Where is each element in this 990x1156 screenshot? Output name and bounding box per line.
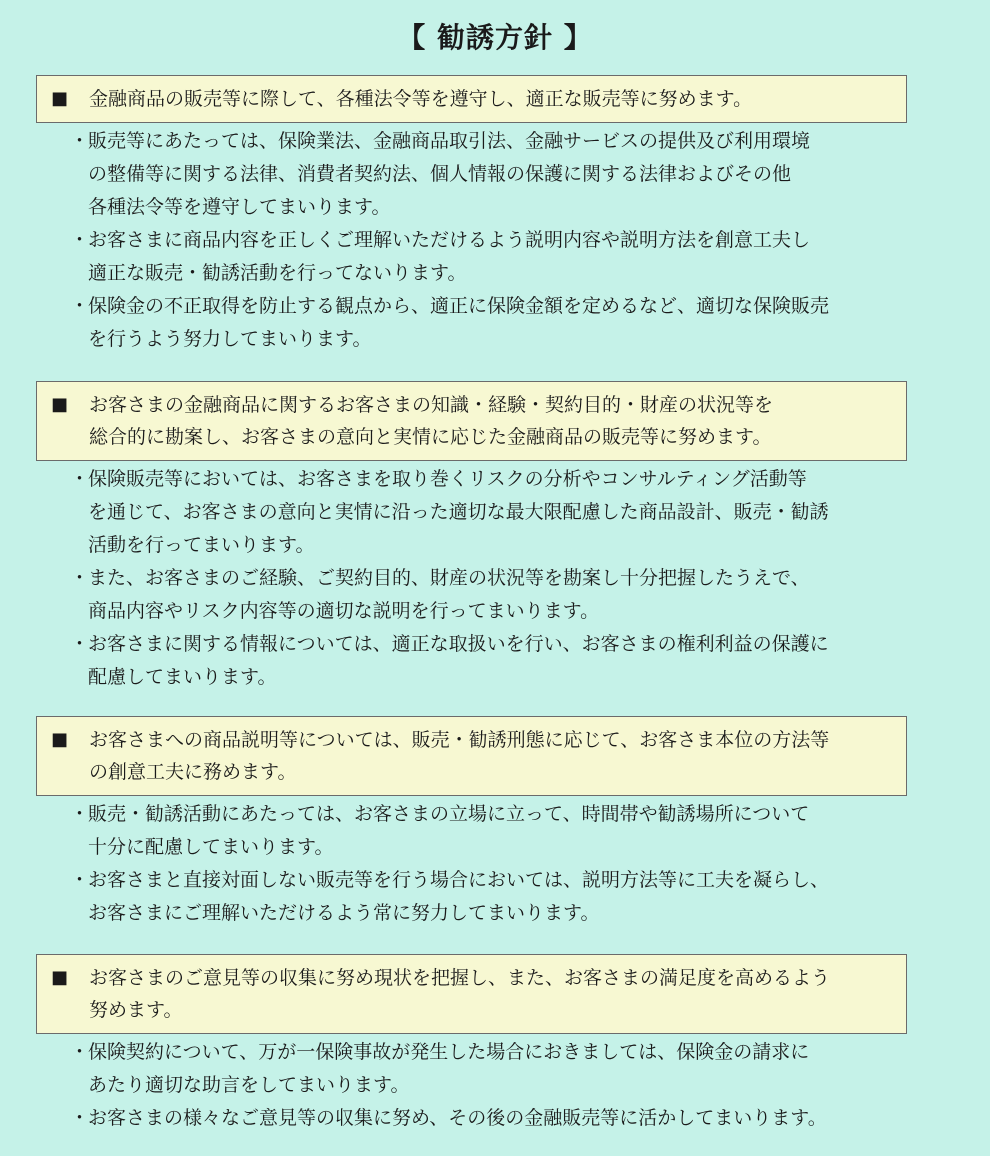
bullet-icon: ・ <box>70 633 90 655</box>
section-heading: お客さまへの商品説明等については、販売・勧誘刑態に応じて、お客さま本位の方法等 の創意工夫に務めます。 <box>89 729 830 783</box>
list-item <box>70 628 907 694</box>
list-item <box>70 1102 907 1135</box>
section-items <box>36 123 907 356</box>
list-item <box>70 125 907 224</box>
bullet-icon: ・ <box>70 803 90 825</box>
bullet-icon: ・ <box>70 1107 90 1129</box>
page-title: 【 勧誘方針 】 <box>397 21 593 54</box>
bullet-icon: ・ <box>70 1041 90 1063</box>
square-bullet-icon: ■ <box>51 967 69 988</box>
bullet-icon: ・ <box>70 468 90 490</box>
policy-section-1 <box>36 75 907 356</box>
section-header <box>36 716 907 796</box>
list-item <box>70 290 907 356</box>
section-header <box>36 381 907 461</box>
list-item <box>70 463 907 562</box>
section-heading: お客さまの金融商品に関するお客さまの知識・経験・契約目的・財産の状況等を 総合的に勘案し、お客さまの意向と実情に応じた金融商品の販売等に努めます。 <box>89 394 774 448</box>
section-items <box>36 1034 907 1135</box>
list-item-text: また、お客さまのご経験、ご契約目的、財産の状況等を勘案し十分把握したうえで、 商品内容やリスク内容等の適切な説明を行ってまいります。 <box>88 567 810 622</box>
list-item-text: お客さまに関する情報については、適正な取扱いを行い、お客さまの権利利益の保護に 配慮してまいります。 <box>88 633 829 688</box>
list-item-text: お客さまと直接対面しない販売等を行う場合においては、説明方法等に工夫を凝らし、 お客さまにご理解いただけるよう常に努力してまいります。 <box>88 869 830 924</box>
bullet-icon: ・ <box>70 130 90 152</box>
list-item <box>70 562 907 628</box>
list-item <box>70 224 907 290</box>
section-heading: お客さまのご意見等の収集に努め現状を把握し、また、お客さまの満足度を高めるよう 努めます。 <box>89 967 831 1021</box>
bullet-icon: ・ <box>70 567 90 589</box>
list-item-text: 販売等にあたっては、保険業法、金融商品取引法、金融サービスの提供及び利用環境 の整備等に関する法律、消費者契約法、個人情報の保護に関する法律およびその他 各種法令等を遵守してまいります。 <box>88 130 811 218</box>
bullet-icon: ・ <box>70 295 90 317</box>
policy-section-4 <box>36 954 907 1135</box>
section-header <box>36 75 907 123</box>
list-item <box>70 798 907 864</box>
square-bullet-icon: ■ <box>51 88 69 109</box>
list-item-text: 保険金の不正取得を防止する観点から、適正に保険金額を定めるなど、適切な保険販売 を行うよう努力してまいります。 <box>88 295 830 350</box>
bullet-icon: ・ <box>70 229 90 251</box>
policy-section-2 <box>36 381 907 694</box>
list-item-text: 保険契約について、万が一保険事故が発生した場合におきましては、保険金の請求に あたり適切な助言をしてまいります。 <box>88 1041 810 1096</box>
list-item-text: 保険販売等においては、お客さまを取り巻くリスクの分析やコンサルティング活動等 を通じて、お客さまの意向と実情に沿った適切な最大限配慮した商品設計、販売・勧誘 活動を行ってまいります。 <box>88 468 829 556</box>
section-heading: 金融商品の販売等に際して、各種法令等を遵守し、適正な販売等に努めます。 <box>89 88 753 110</box>
list-item-text: 販売・勧誘活動にあたっては、お客さまの立場に立って、時間帯や勧誘場所について 十分に配慮してまいります。 <box>88 803 810 858</box>
list-item <box>70 1036 907 1102</box>
square-bullet-icon: ■ <box>51 729 69 750</box>
policy-section-3 <box>36 716 907 930</box>
section-items <box>36 461 907 694</box>
list-item-text: お客さまの様々なご意見等の収集に努め、その後の金融販売等に活かしてまいります。 <box>88 1107 827 1129</box>
section-items <box>36 796 907 930</box>
list-item <box>70 864 907 930</box>
section-header <box>36 954 907 1034</box>
square-bullet-icon: ■ <box>51 394 69 415</box>
bullet-icon: ・ <box>70 869 90 891</box>
list-item-text: お客さまに商品内容を正しくご理解いただけるよう説明内容や説明方法を創意工夫し 適正な販売・勧誘活動を行ってないります。 <box>88 229 811 284</box>
